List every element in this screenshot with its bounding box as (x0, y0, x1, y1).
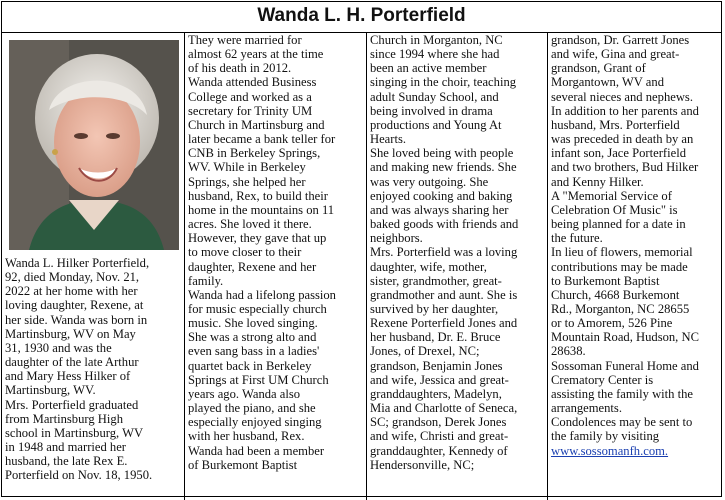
portrait-illustration (9, 40, 179, 250)
portrait-photo (9, 40, 179, 250)
obituary-text-4: grandson, Dr. Garrett Jones and wife, Gina and great- grandson, Grant of Morgantown, WV and several nieces and nephews. In addition to her parents and husband, Mrs. Porterfield was preceded in death by an infant son, Jace Porterfield and two brothers, Bud Hilker and Kenny Hilker. A "Memorial Service of Celebration Of Music" is being planned for a date in the future. In lieu of flowers, memorial contributions may be made to Burkemont Baptist Church, 4668 Burkemont Rd., Morganton, NC 28655 or to Amorem, 526 Pine Mountain Road, Hudson, NC 28638. Sossoman Funeral Home and Crematory Center is assisting the family with the arrangements. Condolences may be sent to the family by visiting (551, 33, 699, 444)
obituary-text-2: They were married for almost 62 years at the time of his death in 2012. Wanda attended Business College and worked as a secretary for Trinity UM Church in Martinsburg and later became a bank teller for CNB in Berkeley Springs, WV. While in Berkeley Springs, she helped her husband, Rex, to build their home in the mountains on 11 acres. She loved it there. However, they gave that up to move closer to their daughter, Rexene and her family. Wanda had a lifelong passion for music especially church music. She loved singing. She was a strong alto and even sang bass in a ladies' quartet back in Berkeley Springs at First UM Church years ago. Wanda also played the piano, and she especially enjoyed singing with her husband, Rex. Wanda had been a member of Burkemont Baptist (188, 33, 336, 472)
obituary-intro-text: Wanda L. Hilker Porterfield, 92, died Monday, Nov. 21, 2022 at her home with her loving daughter, Rexene, at her side. Wanda was born in Martinsburg, WV on May 31, 1930 and was the daughter of the late Arthur and Mary Hess Hilker of Martinsburg, WV. Mrs. Porterfield graduated from Martinsburg High school in Martinsburg, WV in 1948 and married her husband, the late Rex E. Porterfield on Nov. 18, 1950. (5, 256, 153, 483)
column-2 (184, 33, 366, 500)
column-4 (547, 33, 723, 500)
obituary-text-3: Church in Morganton, NC since 1994 where she had been an active member singing in the choir, teaching adult Sunday School, and being involved in drama productions and Young At Hearts. She loved being with people and making new friends. She was very outgoing. She enjoyed cooking and baking and was always sharing her baked goods with friends and neighbors. Mrs. Porterfield was a loving daughter, wife, mother, sister, grandmother, great- grandmother and aunt. She is survived by her daughter, Rexene Porterfield Jones and her husband, Dr. E. Bruce Jones, of Drexel, NC; grandson, Benjamin Jones and wife, Jessica and great- granddaughters, Madelyn, Mia and Charlotte of Seneca, SC; grandson, Derek Jones and wife, Christi and great- granddaughter, Kennedy of Hendersonville, NC; (370, 33, 519, 472)
obituary-title: Wanda L. H. Porterfield (257, 5, 466, 26)
column-1 (2, 34, 182, 500)
column-3 (366, 33, 547, 500)
funeral-home-link[interactable]: www.sossomanfh.com. (551, 443, 669, 458)
